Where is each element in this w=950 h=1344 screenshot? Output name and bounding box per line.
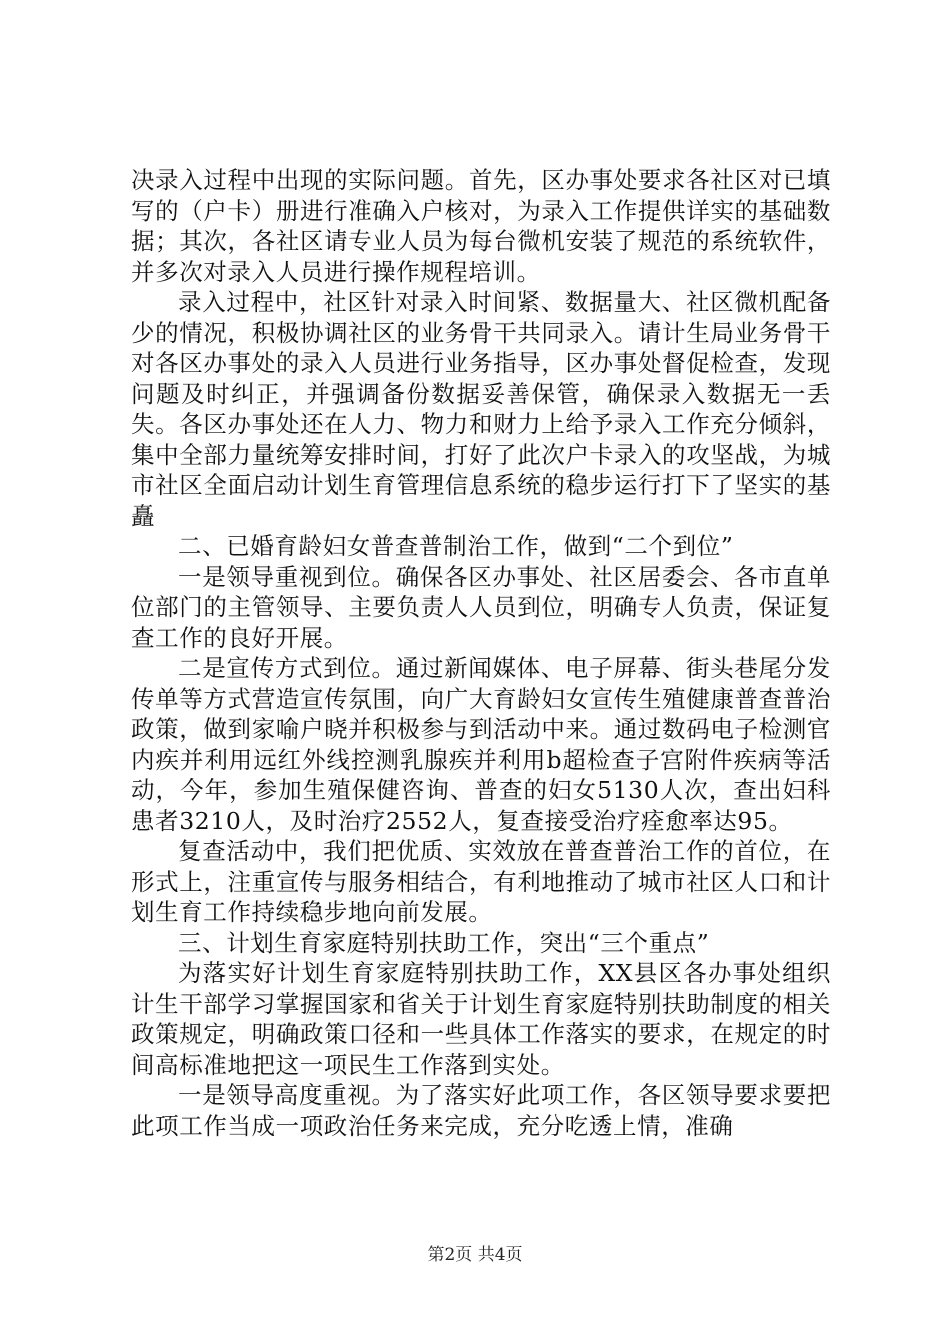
document-body <box>131 165 831 1141</box>
paragraph-5: 复查活动中，我们把优质、实效放在普查普治工作的首位，在形式上，注重宣传与服务相结合，有利地推动了城市社区人口和计划生育工作持续稳步地向前发展。 <box>131 837 831 926</box>
page-number-footer: 第2页 共4页 <box>427 1245 523 1265</box>
section-heading-3: 三、计划生育家庭特别扶助工作，突出“三个重点” <box>178 928 710 957</box>
paragraph-6: 为落实好计划生育家庭特别扶助工作，XX县区各办事处组织计生干部学习掌握国家和省关于计划生育家庭特别扶助制度的相关政策规定，明确政策口径和一些具体工作落实的要求，在规定的时间高标准地把这一项民生工作落到实处。 <box>131 959 831 1079</box>
paragraph-7: 一是领导高度重视。为了落实好此项工作，各区领导要求要把此项工作当成一项政治任务来完成，充分吃透上情，准确 <box>131 1081 831 1140</box>
paragraph-2: 录入过程中，社区针对录入时间紧、数据量大、社区微机配备少的情况，积极协调社区的业务骨干共同录入。请计生局业务骨干对各区办事处的录入人员进行业务指导，区办事处督促检查，发现问题及时纠正，并强调备份数据妥善保管，确保录入数据无一丢失。各区办事处还在人力、物力和财力上给予录入工作充分倾斜，集中全部力量统筹安排时间，打好了此次户卡录入的攻坚战，为城市社区全面启动计划生育管理信息系统的稳步运行打下了坚实的基矗 <box>131 288 831 530</box>
paragraph-1: 决录入过程中出现的实际问题。首先，区办事处要求各社区对已填写的（户卡）册进行准确入户核对，为录入工作提供详实的基础数据；其次，各社区请专业人员为每台微机安装了规范的系统软件，并多次对录入人员进行操作规程培训。 <box>131 166 831 286</box>
paragraph-4: 二是宣传方式到位。通过新闻媒体、电子屏幕、街头巷尾分发传单等方式营造宣传氛围，向广大育龄妇女宣传生殖健康普查普治政策，做到家喻户晓并积极参与到活动中来。通过数码电子检测官内疾并利用远红外线控测乳腺疾并利用b超检查子宫附件疾病等活动，今年，参加生殖保健咨询、普查的妇女5130人次，查出妇科患者3210人，及时治疗2552人，复查接受治疗痊愈率达95。 <box>131 654 831 835</box>
paragraph-3: 一是领导重视到位。确保各区办事处、社区居委会、各市直单位部门的主管领导、主要负责人人员到位，明确专人负责，保证复查工作的良好开展。 <box>131 562 831 652</box>
section-heading-2: 二、已婚育龄妇女普查普制治工作，做到“二个到位” <box>178 532 734 560</box>
